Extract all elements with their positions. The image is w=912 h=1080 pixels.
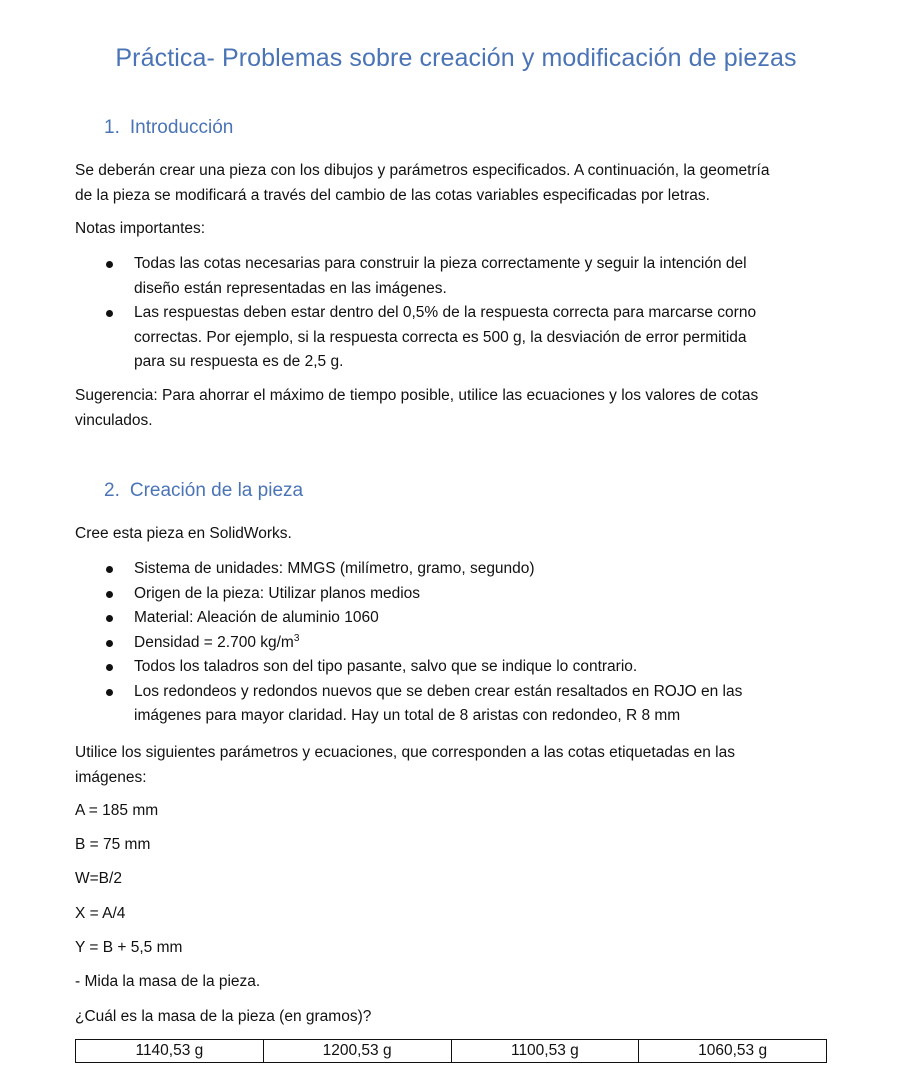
params-paragraph: [75, 741, 835, 790]
equation-y: Y = B + 5,5 mm: [75, 939, 183, 956]
list-item: [104, 680, 824, 729]
fillets-line: imágenes para mayor claridad. Hay un total de 8 aristas con redondeo, R 8 mm: [134, 707, 681, 724]
origin-spec: Origen de la pieza: Utilizar planos medios: [134, 584, 421, 602]
section-heading-introduccion: [104, 117, 233, 139]
intro-line: de la pieza se modificará a través del cambio de las cotas variables especificadas por letras.: [75, 186, 710, 204]
note-line: Todas las cotas necesarias para construir la pieza correctamente y seguir la intención del: [134, 255, 747, 272]
note-line: Las respuestas deben estar dentro del 0,5% de la respuesta correcta para marcarse corno: [134, 304, 757, 321]
section-title: Creación de la pieza: [129, 480, 304, 501]
section-title: Introducción: [129, 117, 234, 138]
list-item: [104, 301, 824, 375]
params-line: imágenes:: [75, 768, 147, 786]
notes-list: [104, 252, 824, 375]
equation-w: W=B/2: [75, 870, 122, 887]
answer-option-4[interactable]: 1060,53 g: [639, 1040, 827, 1063]
create-text: Cree esta pieza en SolidWorks.: [75, 525, 292, 542]
list-item: [104, 655, 824, 680]
equation-b: B = 75 mm: [75, 836, 151, 853]
answers-table: [75, 1039, 827, 1063]
density-exponent: 3: [293, 632, 300, 644]
intro-line: Se deberán crear una pieza con los dibujos y parámetros especificados. A continuación, la geometría: [75, 162, 770, 179]
list-item: [104, 252, 824, 301]
measure-instruction: - Mida la masa de la pieza.: [75, 973, 261, 990]
note-line: correctas. Por ejemplo, si la respuesta correcta es 500 g, la desviación de error permitida: [134, 328, 747, 346]
answer-option-3[interactable]: 1100,53 g: [451, 1040, 639, 1063]
suggestion-paragraph: [75, 384, 835, 433]
fillets-line: Los redondeos y redondos nuevos que se deben crear están resaltados en ROJO en las: [134, 682, 743, 700]
answer-option-2[interactable]: 1200,53 g: [263, 1040, 451, 1063]
note-line: para su respuesta es de 2,5 g.: [134, 353, 344, 370]
specs-list: [104, 557, 824, 729]
holes-spec: Todos los taladros son del tipo pasante, salvo que se indique lo contrario.: [134, 658, 638, 675]
equation-a: A = 185 mm: [75, 802, 159, 819]
section-number: 1.: [104, 117, 120, 138]
answer-option-1[interactable]: 1140,53 g: [76, 1040, 264, 1063]
material-spec: Material: Aleación de aluminio 1060: [134, 609, 379, 626]
units-spec: Sistema de unidades: MMGS (milímetro, gramo, segundo): [134, 560, 535, 577]
note-line: diseño están representadas en las imágenes.: [134, 279, 447, 297]
section-number: 2.: [104, 480, 120, 501]
params-line: Utilice los siguientes parámetros y ecuaciones, que corresponden a las cotas etiquetadas en las: [75, 744, 735, 761]
list-item: [104, 606, 824, 631]
section-heading-creacion: [104, 480, 303, 502]
suggestion-line: Sugerencia: Para ahorrar el máximo de tiempo posible, utilice las ecuaciones y los valores de cotas: [75, 387, 759, 404]
document-title: Práctica- Problemas sobre creación y modificación de piezas: [115, 44, 797, 72]
list-item: [104, 582, 824, 607]
density-spec: Densidad = 2.700 kg/m: [134, 633, 294, 651]
intro-paragraph: [75, 159, 835, 208]
list-item: [104, 557, 824, 582]
question-text: ¿Cuál es la masa de la pieza (en gramos)?: [75, 1008, 372, 1025]
notes-label: Notas importantes:: [75, 220, 206, 237]
equation-x: X = A/4: [75, 905, 126, 922]
suggestion-line: vinculados.: [75, 411, 153, 429]
table-row: [76, 1040, 827, 1063]
list-item: [104, 631, 824, 656]
